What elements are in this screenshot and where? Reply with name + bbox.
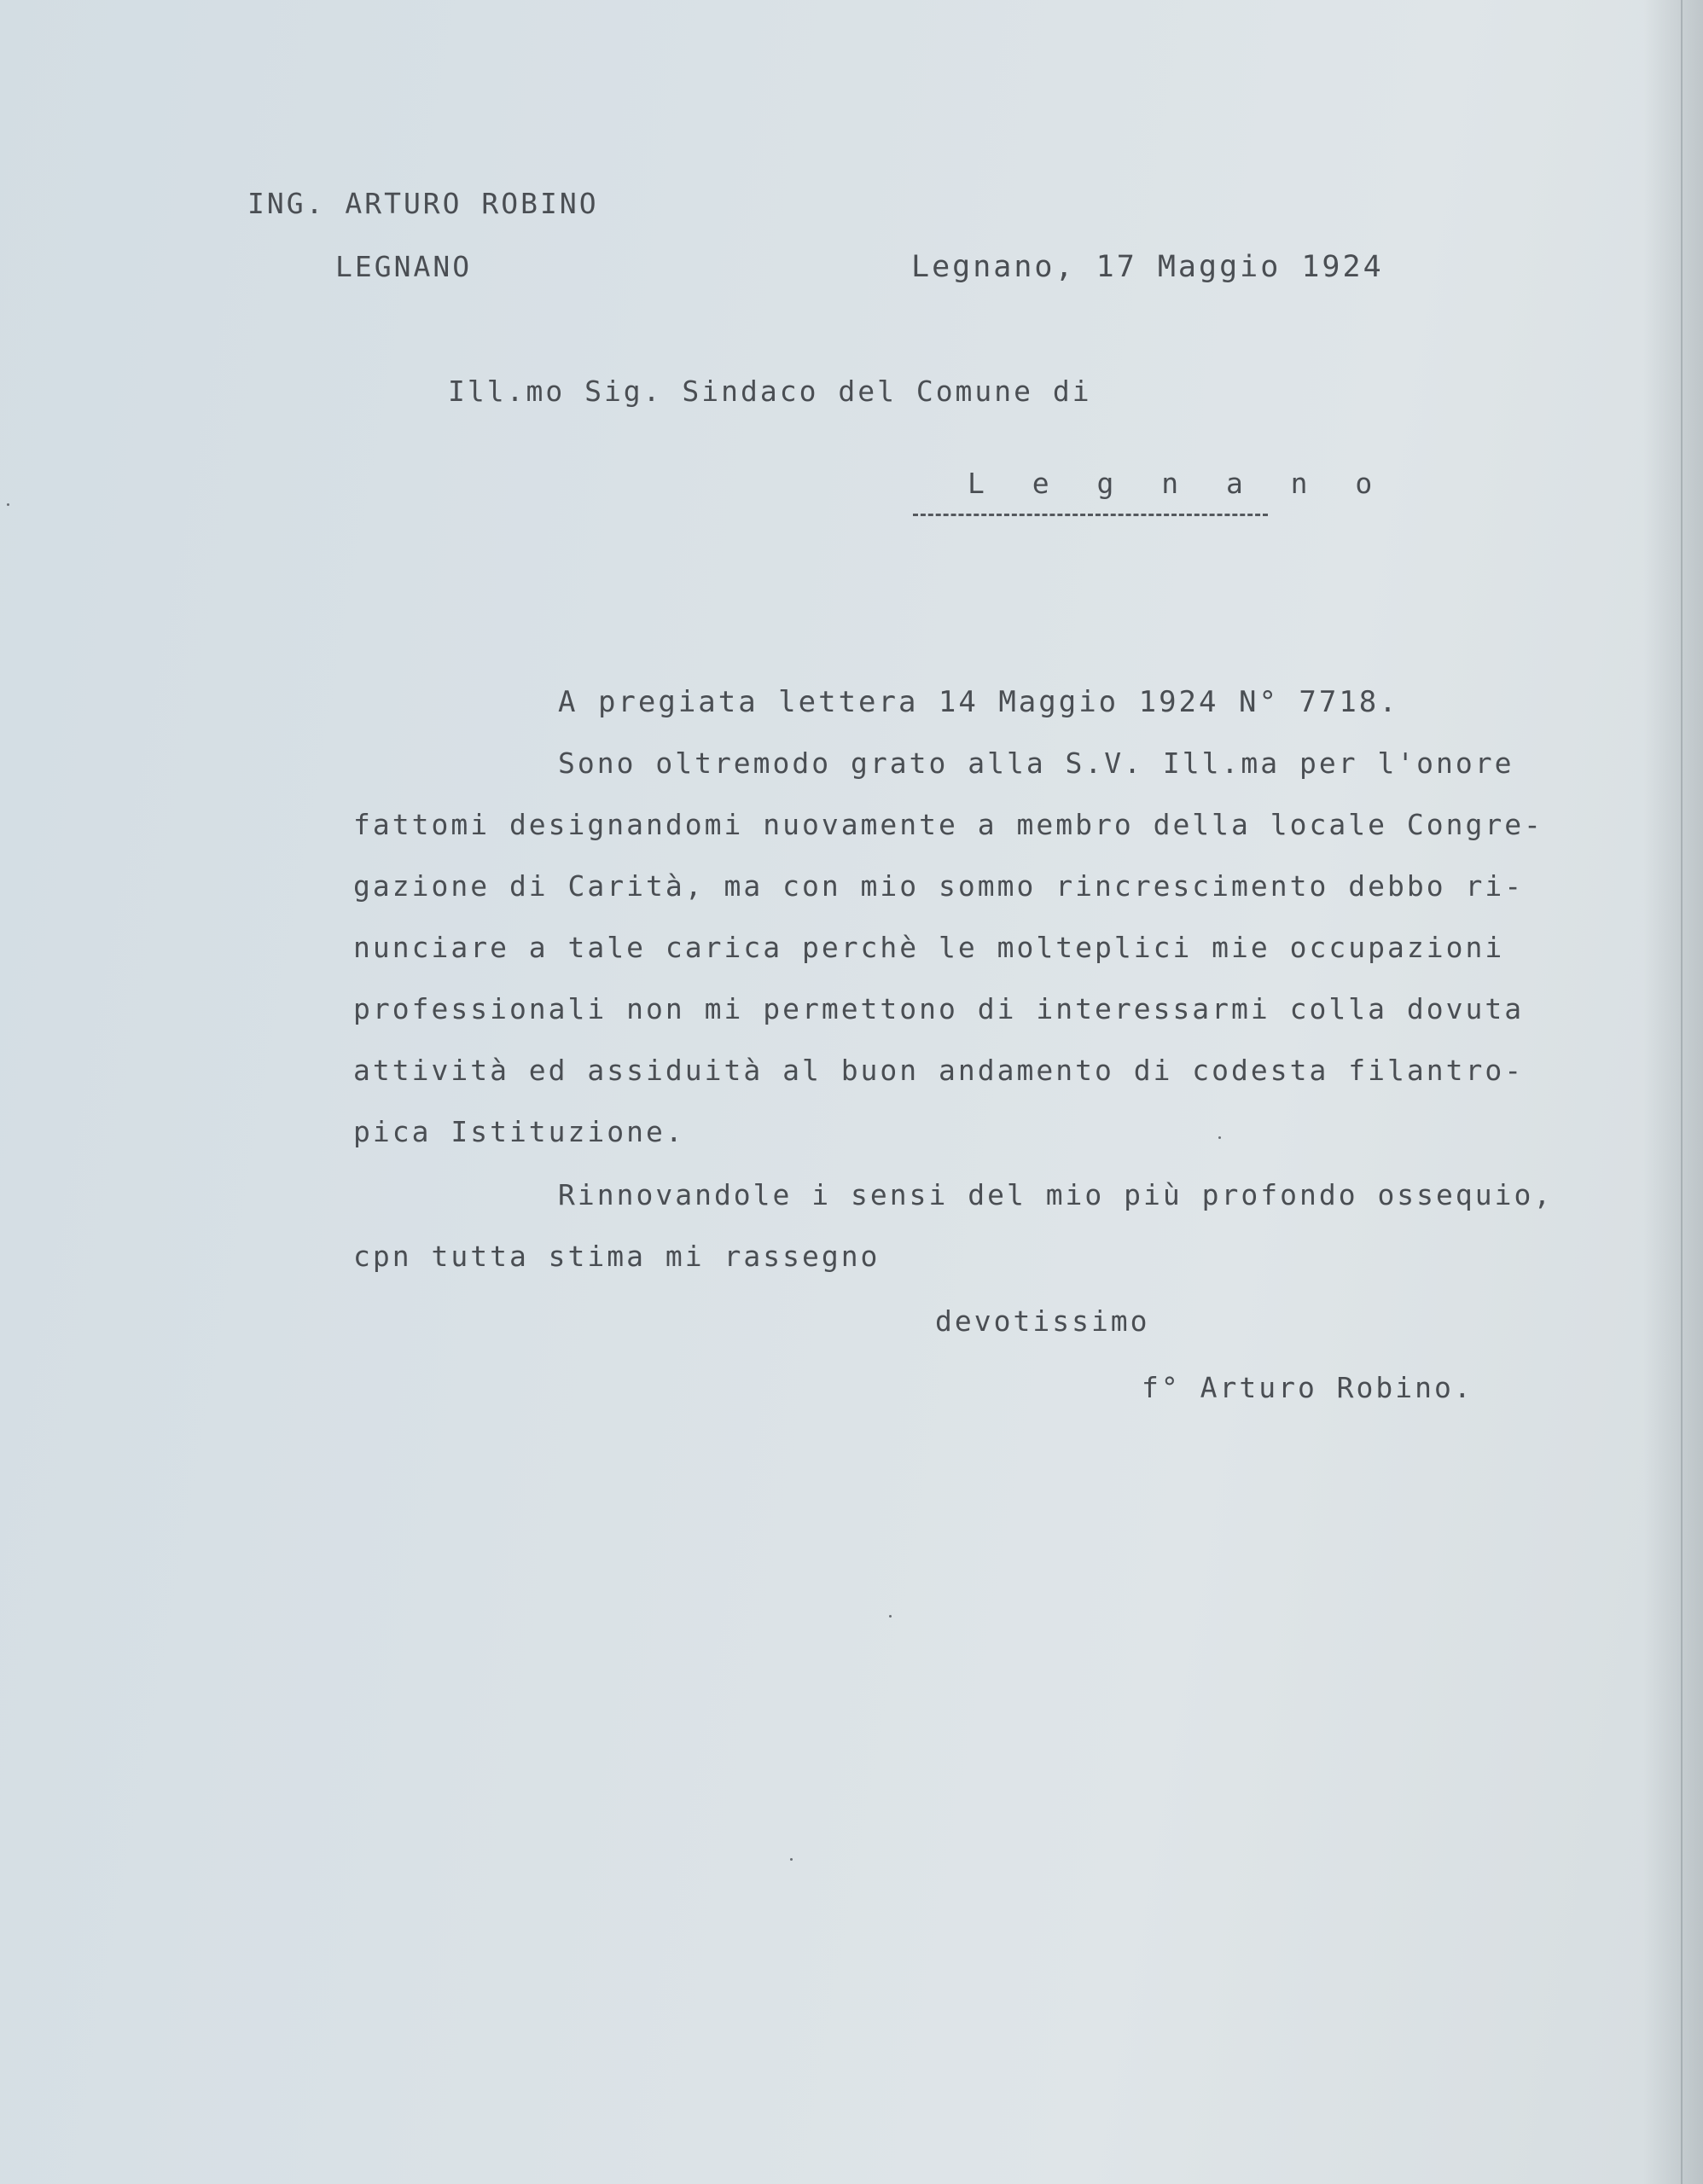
paper-edge-shadow bbox=[1643, 0, 1703, 2184]
body-line: Sono oltremodo grato alla S.V. Ill.ma per l'onore bbox=[558, 746, 1514, 780]
closing-line: Rinnovandole i sensi del mio più profondo ossequio, bbox=[558, 1178, 1554, 1211]
closing-line: cpn tutta stima mi rassegno bbox=[353, 1240, 881, 1273]
body-line: professionali non mi permettono di interessarmi colla dovuta bbox=[353, 992, 1525, 1025]
reference-line: A pregiata lettera 14 Maggio 1924 N° 7718. bbox=[558, 685, 1399, 719]
body-line: nunciare a tale carica perchè le molteplici mie occupazioni bbox=[353, 931, 1505, 964]
recipient-city: L e g n a n o bbox=[968, 467, 1388, 500]
body-line: attività ed assiduità al buon andamento di codesta filantro- bbox=[353, 1054, 1525, 1087]
body-line: pica Istituzione. bbox=[353, 1115, 685, 1148]
paper-crease bbox=[1681, 0, 1683, 2184]
paper-speck bbox=[7, 503, 9, 506]
sender-city: LEGNANO bbox=[335, 250, 473, 283]
signature-line: f° Arturo Robino. bbox=[1142, 1371, 1473, 1404]
body-line: fattomi designandomi nuovamente a membro della locale Congre- bbox=[353, 808, 1543, 841]
place-date: Legnano, 17 Maggio 1924 bbox=[911, 250, 1384, 284]
recipient-line: Ill.mo Sig. Sindaco del Comune di bbox=[448, 375, 1092, 408]
complimentary-close: devotissimo bbox=[935, 1304, 1150, 1338]
recipient-city-underline bbox=[913, 514, 1268, 516]
paper-speck bbox=[1218, 1136, 1221, 1139]
body-line: gazione di Carità, ma con mio sommo rincrescimento debbo ri- bbox=[353, 869, 1525, 903]
sender-name: ING. ARTURO ROBINO bbox=[247, 187, 599, 220]
paper-speck bbox=[889, 1615, 892, 1618]
paper-speck bbox=[790, 1858, 793, 1861]
